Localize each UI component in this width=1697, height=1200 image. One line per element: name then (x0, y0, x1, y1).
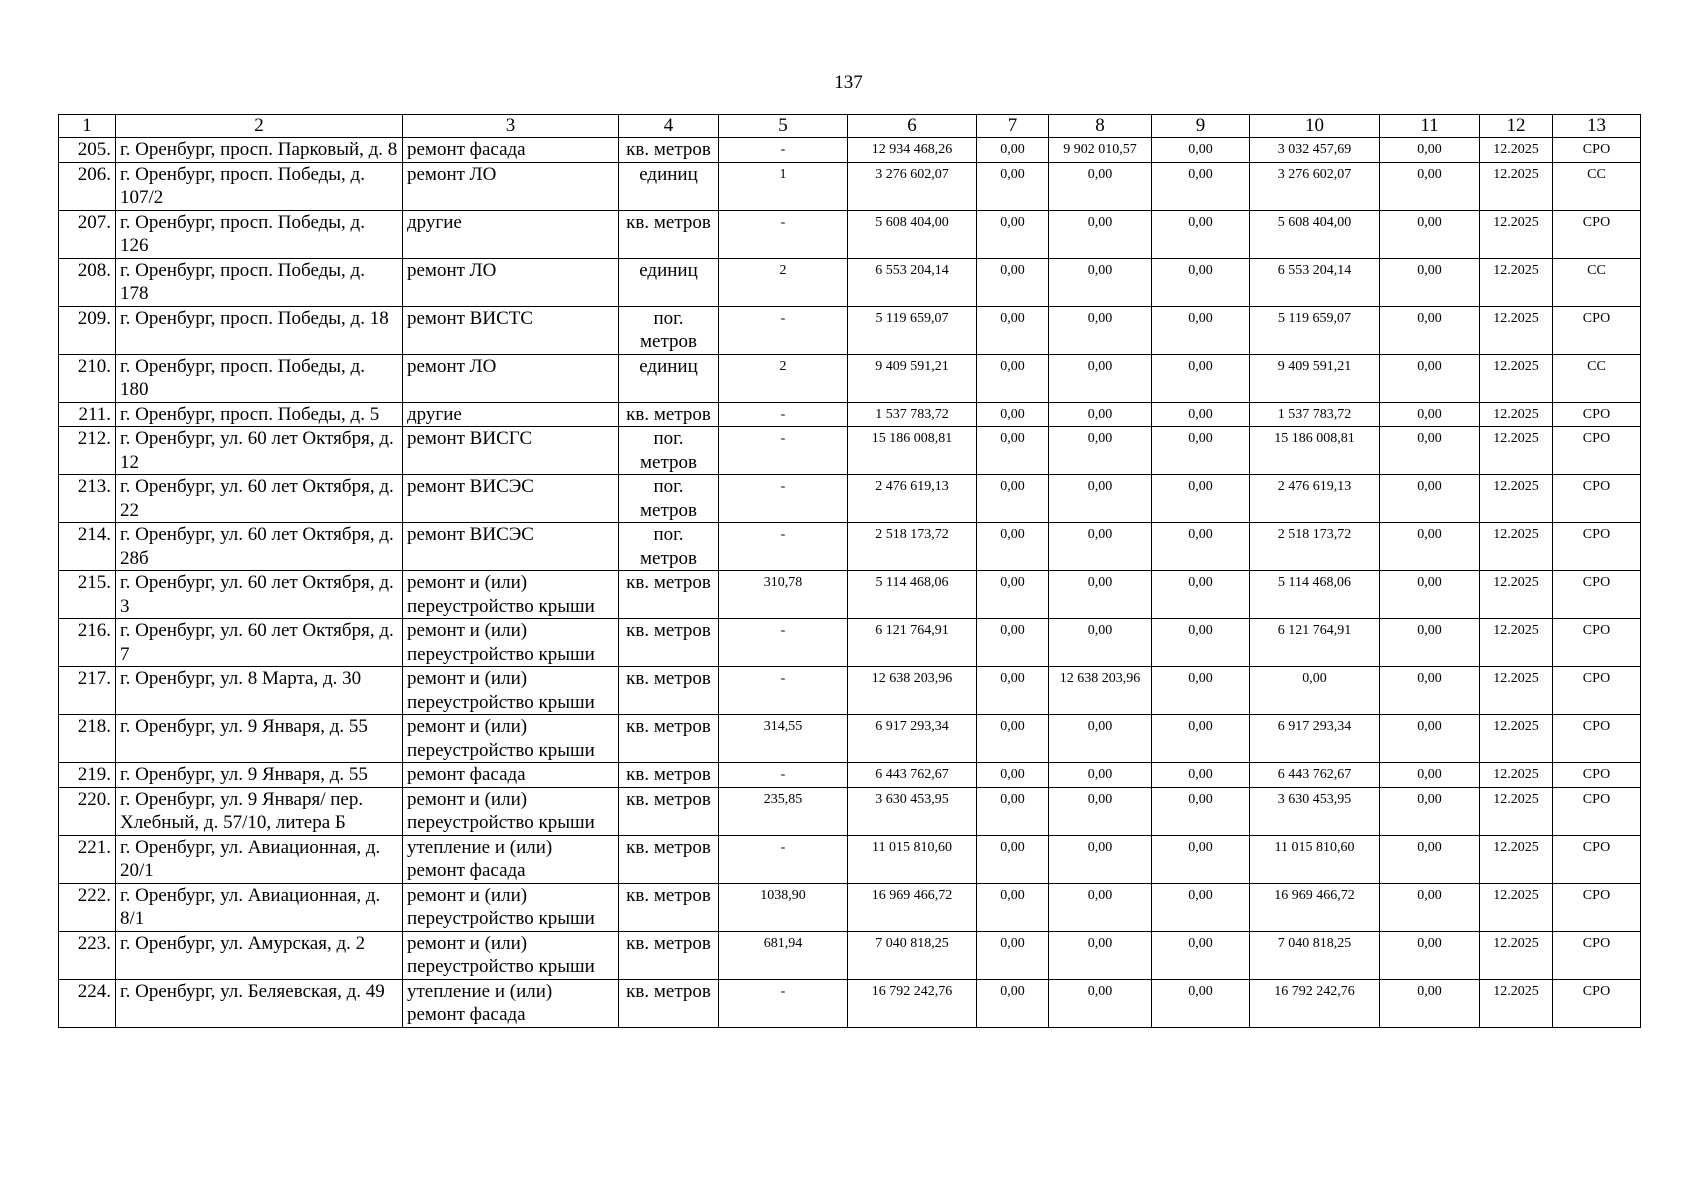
fund-cell: 16 792 242,76 (1250, 979, 1380, 1027)
completion-date-cell: 12.2025 (1480, 931, 1553, 979)
row-number: 216. (59, 619, 116, 667)
work-type-cell: ремонт ВИСЭС (403, 475, 619, 523)
fund-cell: 0,00 (1049, 979, 1152, 1027)
method-cell: СРО (1553, 715, 1641, 763)
total-cost-cell: 7 040 818,25 (848, 931, 977, 979)
fund-cell: 0,00 (1049, 475, 1152, 523)
unit-cell: единиц (619, 162, 719, 210)
row-number: 208. (59, 258, 116, 306)
row-number: 223. (59, 931, 116, 979)
method-cell: СРО (1553, 138, 1641, 163)
completion-date-cell: 12.2025 (1480, 475, 1553, 523)
row-number: 217. (59, 667, 116, 715)
row-number: 211. (59, 402, 116, 427)
quantity-cell: 310,78 (719, 571, 848, 619)
total-cost-cell: 15 186 008,81 (848, 427, 977, 475)
work-type-cell: ремонт фасада (403, 138, 619, 163)
unit-cell: кв. метров (619, 571, 719, 619)
fund-cell: 0,00 (1380, 883, 1480, 931)
column-number: 2 (116, 115, 403, 138)
unit-cell: пог. метров (619, 475, 719, 523)
total-cost-cell: 1 537 783,72 (848, 402, 977, 427)
fund-cell: 5 114 468,06 (1250, 571, 1380, 619)
column-number: 4 (619, 115, 719, 138)
fund-cell: 0,00 (1380, 931, 1480, 979)
fund-cell: 0,00 (977, 402, 1049, 427)
quantity-cell: - (719, 138, 848, 163)
fund-cell: 0,00 (1152, 306, 1250, 354)
unit-cell: кв. метров (619, 979, 719, 1027)
fund-cell: 0,00 (1380, 210, 1480, 258)
completion-date-cell: 12.2025 (1480, 402, 1553, 427)
fund-cell: 0,00 (1380, 787, 1480, 835)
row-number: 221. (59, 835, 116, 883)
column-number: 10 (1250, 115, 1380, 138)
method-cell: СРО (1553, 931, 1641, 979)
fund-cell: 0,00 (1049, 763, 1152, 788)
table-row (59, 883, 1641, 931)
fund-cell: 0,00 (1152, 571, 1250, 619)
fund-cell: 0,00 (1380, 667, 1480, 715)
quantity-cell: 681,94 (719, 931, 848, 979)
completion-date-cell: 12.2025 (1480, 354, 1553, 402)
fund-cell: 6 917 293,34 (1250, 715, 1380, 763)
fund-cell: 0,00 (1152, 835, 1250, 883)
address-cell: г. Оренбург, ул. 60 лет Октября, д. 12 (116, 427, 403, 475)
fund-cell: 0,00 (1049, 402, 1152, 427)
fund-cell: 0,00 (977, 715, 1049, 763)
quantity-cell: 2 (719, 354, 848, 402)
fund-cell: 0,00 (1152, 210, 1250, 258)
total-cost-cell: 12 638 203,96 (848, 667, 977, 715)
total-cost-cell: 5 114 468,06 (848, 571, 977, 619)
fund-cell: 3 032 457,69 (1250, 138, 1380, 163)
fund-cell: 0,00 (977, 138, 1049, 163)
row-number: 219. (59, 763, 116, 788)
total-cost-cell: 11 015 810,60 (848, 835, 977, 883)
fund-cell: 0,00 (1152, 162, 1250, 210)
total-cost-cell: 5 608 404,00 (848, 210, 977, 258)
row-number: 218. (59, 715, 116, 763)
method-cell: СРО (1553, 475, 1641, 523)
table-row (59, 931, 1641, 979)
fund-cell: 0,00 (1380, 835, 1480, 883)
fund-cell: 5 119 659,07 (1250, 306, 1380, 354)
fund-cell: 0,00 (1152, 763, 1250, 788)
column-number: 9 (1152, 115, 1250, 138)
quantity-cell: - (719, 835, 848, 883)
completion-date-cell: 12.2025 (1480, 138, 1553, 163)
total-cost-cell: 16 969 466,72 (848, 883, 977, 931)
fund-cell: 0,00 (1380, 402, 1480, 427)
total-cost-cell: 5 119 659,07 (848, 306, 977, 354)
quantity-cell: 235,85 (719, 787, 848, 835)
completion-date-cell: 12.2025 (1480, 619, 1553, 667)
method-cell: СРО (1553, 883, 1641, 931)
fund-cell: 0,00 (1380, 162, 1480, 210)
total-cost-cell: 6 917 293,34 (848, 715, 977, 763)
fund-cell: 0,00 (1049, 883, 1152, 931)
fund-cell: 0,00 (1380, 523, 1480, 571)
work-type-cell: утепление и (или) ремонт фасада (403, 835, 619, 883)
total-cost-cell: 2 476 619,13 (848, 475, 977, 523)
table-row (59, 162, 1641, 210)
fund-cell: 0,00 (1049, 210, 1152, 258)
completion-date-cell: 12.2025 (1480, 715, 1553, 763)
fund-cell: 0,00 (1380, 571, 1480, 619)
address-cell: г. Оренбург, ул. Авиационная, д. 20/1 (116, 835, 403, 883)
unit-cell: пог. метров (619, 427, 719, 475)
completion-date-cell: 12.2025 (1480, 306, 1553, 354)
row-number: 213. (59, 475, 116, 523)
row-number: 214. (59, 523, 116, 571)
completion-date-cell: 12.2025 (1480, 979, 1553, 1027)
table-body (59, 115, 1641, 1028)
fund-cell: 0,00 (977, 162, 1049, 210)
method-cell: СРО (1553, 787, 1641, 835)
column-number: 11 (1380, 115, 1480, 138)
table-row (59, 571, 1641, 619)
address-cell: г. Оренбург, ул. 60 лет Октября, д. 7 (116, 619, 403, 667)
fund-cell: 0,00 (1152, 619, 1250, 667)
quantity-cell: - (719, 306, 848, 354)
fund-cell: 0,00 (1152, 427, 1250, 475)
fund-cell: 0,00 (1152, 258, 1250, 306)
quantity-cell: 2 (719, 258, 848, 306)
address-cell: г. Оренбург, ул. Авиационная, д. 8/1 (116, 883, 403, 931)
total-cost-cell: 12 934 468,26 (848, 138, 977, 163)
fund-cell: 0,00 (1380, 475, 1480, 523)
quantity-cell: - (719, 210, 848, 258)
total-cost-cell: 6 443 762,67 (848, 763, 977, 788)
column-number: 5 (719, 115, 848, 138)
fund-cell: 9 409 591,21 (1250, 354, 1380, 402)
unit-cell: единиц (619, 354, 719, 402)
row-number: 206. (59, 162, 116, 210)
fund-cell: 0,00 (977, 523, 1049, 571)
fund-cell: 0,00 (977, 763, 1049, 788)
address-cell: г. Оренбург, просп. Победы, д. 180 (116, 354, 403, 402)
work-type-cell: ремонт и (или) переустройство крыши (403, 787, 619, 835)
work-type-cell: ремонт ВИСТС (403, 306, 619, 354)
fund-cell: 12 638 203,96 (1049, 667, 1152, 715)
table-row (59, 835, 1641, 883)
unit-cell: кв. метров (619, 667, 719, 715)
work-type-cell: ремонт ЛО (403, 162, 619, 210)
fund-cell: 0,00 (977, 835, 1049, 883)
column-number-row (59, 115, 1641, 138)
fund-cell: 0,00 (1152, 787, 1250, 835)
fund-cell: 0,00 (1049, 619, 1152, 667)
total-cost-cell: 9 409 591,21 (848, 354, 977, 402)
total-cost-cell: 6 553 204,14 (848, 258, 977, 306)
table-row (59, 402, 1641, 427)
unit-cell: кв. метров (619, 210, 719, 258)
row-number: 222. (59, 883, 116, 931)
table-row (59, 715, 1641, 763)
address-cell: г. Оренбург, просп. Победы, д. 18 (116, 306, 403, 354)
fund-cell: 0,00 (1049, 931, 1152, 979)
method-cell: СРО (1553, 979, 1641, 1027)
row-number: 215. (59, 571, 116, 619)
fund-cell: 0,00 (1380, 715, 1480, 763)
method-cell: СС (1553, 258, 1641, 306)
quantity-cell: - (719, 523, 848, 571)
work-type-cell: ремонт и (или) переустройство крыши (403, 667, 619, 715)
fund-cell: 0,00 (1380, 979, 1480, 1027)
row-number: 207. (59, 210, 116, 258)
row-number: 205. (59, 138, 116, 163)
table-row (59, 306, 1641, 354)
completion-date-cell: 12.2025 (1480, 210, 1553, 258)
unit-cell: кв. метров (619, 883, 719, 931)
fund-cell: 0,00 (1152, 138, 1250, 163)
work-type-cell: другие (403, 402, 619, 427)
work-type-cell: ремонт ЛО (403, 258, 619, 306)
fund-cell: 0,00 (977, 258, 1049, 306)
quantity-cell: - (719, 427, 848, 475)
completion-date-cell: 12.2025 (1480, 427, 1553, 475)
table-row (59, 258, 1641, 306)
quantity-cell: 314,55 (719, 715, 848, 763)
total-cost-cell: 3 630 453,95 (848, 787, 977, 835)
capital-repair-table (58, 114, 1641, 1028)
work-type-cell: другие (403, 210, 619, 258)
table-row (59, 210, 1641, 258)
completion-date-cell: 12.2025 (1480, 667, 1553, 715)
completion-date-cell: 12.2025 (1480, 571, 1553, 619)
fund-cell: 0,00 (977, 475, 1049, 523)
table-row (59, 138, 1641, 163)
address-cell: г. Оренбург, ул. 8 Марта, д. 30 (116, 667, 403, 715)
fund-cell: 0,00 (977, 210, 1049, 258)
fund-cell: 6 553 204,14 (1250, 258, 1380, 306)
fund-cell: 0,00 (1049, 571, 1152, 619)
completion-date-cell: 12.2025 (1480, 835, 1553, 883)
row-number: 224. (59, 979, 116, 1027)
fund-cell: 0,00 (977, 787, 1049, 835)
fund-cell: 0,00 (1049, 523, 1152, 571)
unit-cell: кв. метров (619, 763, 719, 788)
fund-cell: 9 902 010,57 (1049, 138, 1152, 163)
fund-cell: 0,00 (1152, 354, 1250, 402)
work-type-cell: утепление и (или) ремонт фасада (403, 979, 619, 1027)
fund-cell: 0,00 (977, 979, 1049, 1027)
completion-date-cell: 12.2025 (1480, 162, 1553, 210)
address-cell: г. Оренбург, ул. 9 Января, д. 55 (116, 715, 403, 763)
method-cell: СРО (1553, 835, 1641, 883)
column-number: 13 (1553, 115, 1641, 138)
address-cell: г. Оренбург, просп. Победы, д. 5 (116, 402, 403, 427)
fund-cell: 0,00 (1380, 138, 1480, 163)
work-type-cell: ремонт ЛО (403, 354, 619, 402)
address-cell: г. Оренбург, просп. Парковый, д. 8 (116, 138, 403, 163)
table-row (59, 354, 1641, 402)
fund-cell: 0,00 (1049, 427, 1152, 475)
fund-cell: 0,00 (1049, 162, 1152, 210)
work-type-cell: ремонт ВИСГС (403, 427, 619, 475)
quantity-cell: - (719, 763, 848, 788)
work-type-cell: ремонт и (или) переустройство крыши (403, 571, 619, 619)
total-cost-cell: 6 121 764,91 (848, 619, 977, 667)
quantity-cell: - (719, 979, 848, 1027)
row-number: 220. (59, 787, 116, 835)
quantity-cell: - (719, 475, 848, 523)
total-cost-cell: 3 276 602,07 (848, 162, 977, 210)
fund-cell: 0,00 (1380, 306, 1480, 354)
fund-cell: 0,00 (977, 427, 1049, 475)
table-row (59, 427, 1641, 475)
fund-cell: 6 121 764,91 (1250, 619, 1380, 667)
work-type-cell: ремонт ВИСЭС (403, 523, 619, 571)
address-cell: г. Оренбург, ул. 60 лет Октября, д. 22 (116, 475, 403, 523)
fund-cell: 0,00 (1152, 667, 1250, 715)
address-cell: г. Оренбург, ул. 9 Января/ пер. Хлебный, д. 57/10, литера Б (116, 787, 403, 835)
fund-cell: 0,00 (1049, 258, 1152, 306)
row-number: 209. (59, 306, 116, 354)
fund-cell: 0,00 (977, 667, 1049, 715)
table-row (59, 523, 1641, 571)
column-number: 8 (1049, 115, 1152, 138)
work-type-cell: ремонт фасада (403, 763, 619, 788)
completion-date-cell: 12.2025 (1480, 523, 1553, 571)
table-row (59, 619, 1641, 667)
fund-cell: 2 476 619,13 (1250, 475, 1380, 523)
address-cell: г. Оренбург, ул. Амурская, д. 2 (116, 931, 403, 979)
fund-cell: 0,00 (977, 306, 1049, 354)
work-type-cell: ремонт и (или) переустройство крыши (403, 883, 619, 931)
fund-cell: 5 608 404,00 (1250, 210, 1380, 258)
fund-cell: 0,00 (977, 619, 1049, 667)
work-type-cell: ремонт и (или) переустройство крыши (403, 619, 619, 667)
fund-cell: 0,00 (1152, 931, 1250, 979)
table-row (59, 787, 1641, 835)
fund-cell: 0,00 (1152, 402, 1250, 427)
fund-cell: 0,00 (977, 883, 1049, 931)
method-cell: СРО (1553, 571, 1641, 619)
address-cell: г. Оренбург, ул. 9 Января, д. 55 (116, 763, 403, 788)
column-number: 1 (59, 115, 116, 138)
address-cell: г. Оренбург, просп. Победы, д. 107/2 (116, 162, 403, 210)
unit-cell: пог. метров (619, 306, 719, 354)
column-number: 12 (1480, 115, 1553, 138)
unit-cell: пог. метров (619, 523, 719, 571)
unit-cell: кв. метров (619, 138, 719, 163)
fund-cell: 11 015 810,60 (1250, 835, 1380, 883)
completion-date-cell: 12.2025 (1480, 787, 1553, 835)
fund-cell: 0,00 (977, 931, 1049, 979)
fund-cell: 0,00 (1152, 979, 1250, 1027)
fund-cell: 0,00 (977, 354, 1049, 402)
fund-cell: 0,00 (1049, 715, 1152, 763)
fund-cell: 0,00 (1380, 427, 1480, 475)
quantity-cell: 1038,90 (719, 883, 848, 931)
fund-cell: 0,00 (1152, 715, 1250, 763)
fund-cell: 6 443 762,67 (1250, 763, 1380, 788)
method-cell: СРО (1553, 427, 1641, 475)
row-number: 212. (59, 427, 116, 475)
completion-date-cell: 12.2025 (1480, 763, 1553, 788)
column-number: 7 (977, 115, 1049, 138)
method-cell: СС (1553, 162, 1641, 210)
page-number: 137 (834, 72, 863, 93)
fund-cell: 0,00 (1380, 763, 1480, 788)
fund-cell: 3 630 453,95 (1250, 787, 1380, 835)
table-row (59, 475, 1641, 523)
fund-cell: 0,00 (1380, 354, 1480, 402)
fund-cell: 0,00 (1049, 787, 1152, 835)
fund-cell: 0,00 (1152, 475, 1250, 523)
address-cell: г. Оренбург, просп. Победы, д. 178 (116, 258, 403, 306)
column-number: 3 (403, 115, 619, 138)
address-cell: г. Оренбург, просп. Победы, д. 126 (116, 210, 403, 258)
work-type-cell: ремонт и (или) переустройство крыши (403, 931, 619, 979)
unit-cell: кв. метров (619, 715, 719, 763)
quantity-cell: - (719, 402, 848, 427)
address-cell: г. Оренбург, ул. 60 лет Октября, д. 3 (116, 571, 403, 619)
table-row (59, 763, 1641, 788)
fund-cell: 15 186 008,81 (1250, 427, 1380, 475)
total-cost-cell: 16 792 242,76 (848, 979, 977, 1027)
method-cell: СС (1553, 354, 1641, 402)
fund-cell: 16 969 466,72 (1250, 883, 1380, 931)
fund-cell: 0,00 (1152, 523, 1250, 571)
unit-cell: кв. метров (619, 402, 719, 427)
fund-cell: 0,00 (1049, 306, 1152, 354)
fund-cell: 0,00 (1049, 835, 1152, 883)
method-cell: СРО (1553, 402, 1641, 427)
work-type-cell: ремонт и (или) переустройство крыши (403, 715, 619, 763)
method-cell: СРО (1553, 210, 1641, 258)
address-cell: г. Оренбург, ул. Беляевская, д. 49 (116, 979, 403, 1027)
total-cost-cell: 2 518 173,72 (848, 523, 977, 571)
method-cell: СРО (1553, 619, 1641, 667)
method-cell: СРО (1553, 306, 1641, 354)
table-row (59, 979, 1641, 1027)
fund-cell: 0,00 (1049, 354, 1152, 402)
column-number: 6 (848, 115, 977, 138)
fund-cell: 0,00 (977, 571, 1049, 619)
unit-cell: кв. метров (619, 835, 719, 883)
quantity-cell: - (719, 667, 848, 715)
fund-cell: 0,00 (1250, 667, 1380, 715)
unit-cell: единиц (619, 258, 719, 306)
method-cell: СРО (1553, 667, 1641, 715)
unit-cell: кв. метров (619, 931, 719, 979)
method-cell: СРО (1553, 523, 1641, 571)
fund-cell: 0,00 (1152, 883, 1250, 931)
completion-date-cell: 12.2025 (1480, 883, 1553, 931)
method-cell: СРО (1553, 763, 1641, 788)
fund-cell: 7 040 818,25 (1250, 931, 1380, 979)
fund-cell: 3 276 602,07 (1250, 162, 1380, 210)
fund-cell: 0,00 (1380, 619, 1480, 667)
fund-cell: 2 518 173,72 (1250, 523, 1380, 571)
unit-cell: кв. метров (619, 619, 719, 667)
table-row (59, 667, 1641, 715)
fund-cell: 1 537 783,72 (1250, 402, 1380, 427)
completion-date-cell: 12.2025 (1480, 258, 1553, 306)
address-cell: г. Оренбург, ул. 60 лет Октября, д. 28б (116, 523, 403, 571)
fund-cell: 0,00 (1380, 258, 1480, 306)
unit-cell: кв. метров (619, 787, 719, 835)
row-number: 210. (59, 354, 116, 402)
quantity-cell: 1 (719, 162, 848, 210)
quantity-cell: - (719, 619, 848, 667)
